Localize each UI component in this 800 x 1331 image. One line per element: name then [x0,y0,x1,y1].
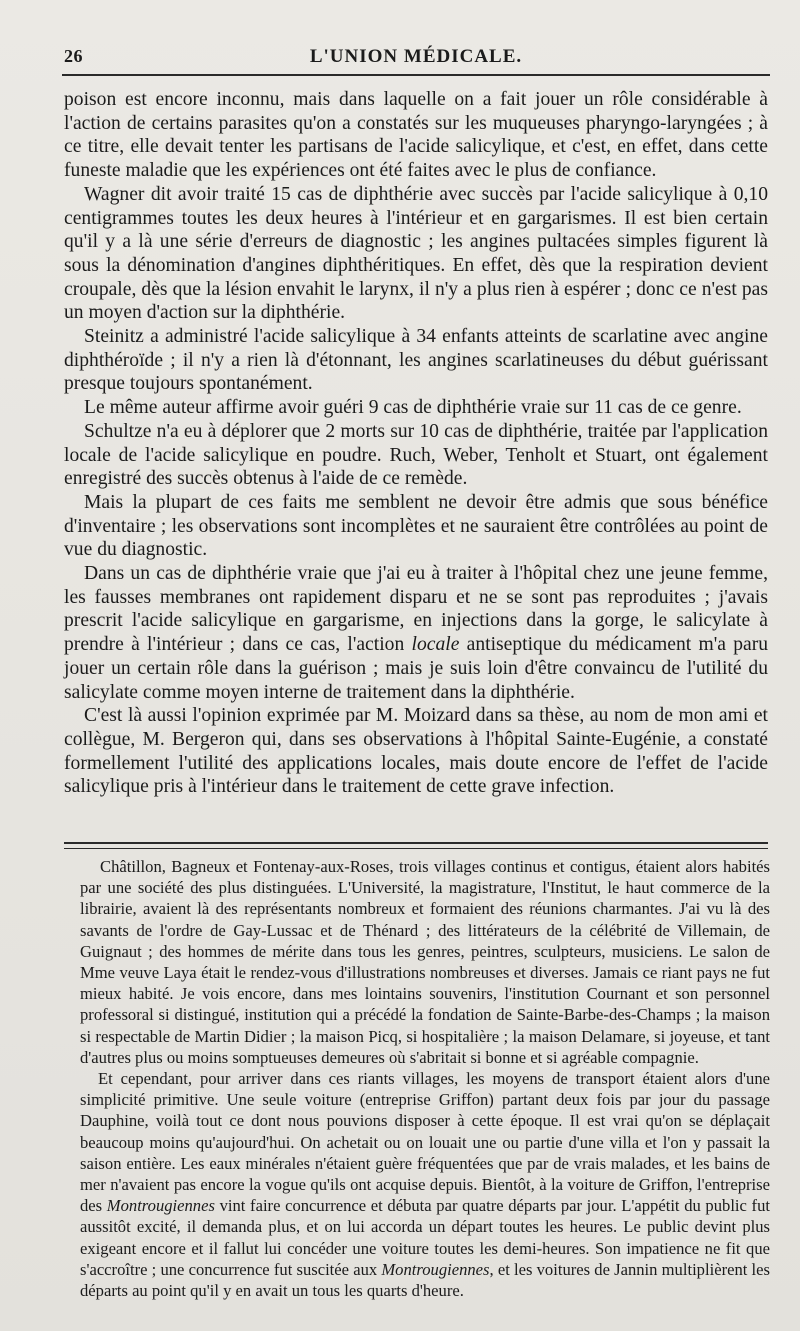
paragraph: Le même auteur affirme avoir guéri 9 cas de diphthérie vraie sur 11 cas de ce genre. [84,397,742,419]
feuilleton-paragraph: Châtillon, Bagneux et Fontenay-aux-Roses, trois villages continus et contigus, étaient alors habités par une société des plus distinguées. L'Université, la magistrature, l'Institut, le haut commerce de la librairie, avaient là des représentants nombreux et formaient des réunions charmantes. J'ai vu là des savants de l'ordre de Gay-Lussac et de Thénard ; des littérateurs de la célébrité de Villemain, de Guignaut ; des hommes de mérite dans tous les genres, peintres, sculpteurs, musiciens. Le salon de Mme veuve Laya était le rendez-vous d'illustrations nombreuses et diverses. Jamais ce riant pays ne fut mieux habité. Je vois encore, dans mes lointains souvenirs, l'institution Cournant et son personnel professoral si distingué, institution qui a précédé la fondation de Sainte-Barbe-des-Champs ; la maison si respectable de Martin Didier ; la maison Picq, si hospitalière ; la maison Delamare, si joyeuse, et tant d'autres plus ou moins somptueuses demeures où s'abritait si bonne et si agréable compagnie. [80,857,770,1067]
paragraph: Wagner dit avoir traité 15 cas de diphthérie avec succès par l'acide salicylique à 0,10 centigrammes toutes les deux heures à l'intérieur et en gargarismes. Il est bien certain qu'il y a là une série d'erreurs de diagnostic ; les angines pultacées simples figurent là sous la dénomination d'angines diphthéritiques. En effet, dès que la respiration devient croupale, dès que la lésion envahit le larynx, il n'y a plus rien à espérer ; donc ce n'est pas un moyen d'action sur la diphthérie. [64,183,768,324]
page-header [62,40,770,76]
paragraph: poison est encore inconnu, mais dans laquelle on a fait jouer un rôle considérable à l'action de certains parasites qu'on a constatés sur les muqueuses pharyngo-laryngées ; à ce titre, elle devait tenter les partisans de l'acide salicylique, et c'est, en effet, dans cette funeste maladie que les expériences ont été faites avec le plus de confiance. [64,89,768,182]
paragraph: Mais la plupart de ces faits me semblent ne devoir être admis que sous bénéfice d'inventaire ; les observations sont incomplètes et ne sauraient être contrôlées au point de vue du diagnostic. [64,491,768,561]
feuilleton-paragraph [80,1068,770,1301]
italic-term: Montrougiennes [381,1259,490,1279]
italic-term: locale [411,634,460,656]
text-run: antiseptique du médicament m'a paru jouer un certain rôle dans la guérison ; mais je suis loin d'être convaincu de l'utilité du salicylate comme moyen interne de traitement dans la diphthérie. [64,634,769,703]
section-divider [64,842,768,844]
text-run: Et cependant, pour arriver dans ces riants villages, les moyens de transport étaient alors d'une simplicité primitive. Une seule voiture (entreprise Griffon) partant deux fois par jour du passage Dauphine, voilà tout ce dont nous pouvions disposer à cette époque. Il est vrai qu'on se déplaçait beaucoup moins qu'aujourd'hui. On achetait ou on louait une ou partie d'une villa et l'on y passait la saison entière. Les eaux minérales n'étaient guère fréquentées que par de vrais malades, et les bains de mer n'avaient pas encore la vogue qu'ils ont acquise depuis. Bientôt, à la voiture de Griffon, l'entreprise des [80,1069,770,1216]
paragraph: Steinitz a administré l'acide salicylique à 34 enfants atteints de scarlatine avec angine diphthéroïde ; il n'y a rien là d'étonnant, les angines scarlatineuses du début guérissant presque toujours spontanément. [64,326,768,395]
italic-term: Montrougiennes [106,1196,215,1216]
text-run: Dans un cas de diphthérie vraie que j'ai eu à traiter à l'hôpital chez une jeune femme, les fausses membranes ont rapidement disparu et ne se sont pas reproduites ; j'avais prescrit l'acide salicylique en gargarisme, en injections dans la gorge, le salicylate à prendre à l'intérieur ; dans ce cas, l'action [64,563,768,656]
paragraph: C'est là aussi l'opinion exprimée par M. Moizard dans sa thèse, au nom de mon ami et collègue, M. Bergeron qui, dans ses observations à l'hôpital Sainte-Eugénie, a constaté formellement l'utilité des applications locales, mais doute encore de l'effet de l'acide salicylique pris à l'intérieur dans le traitement de cette grave infection. [64,705,768,798]
running-title: L'UNION MÉDICALE. [309,46,523,67]
paragraph [64,562,768,704]
feuilleton-section [80,856,770,1301]
article-body [64,88,768,799]
page-number: 26 [64,46,83,66]
paragraph: Schultze n'a eu à déplorer que 2 morts sur 10 cas de diphthérie, traitée par l'application locale de l'acide salicylique en poudre. Ruch, Weber, Tenholt et Stuart, ont également enregistré des succès obtenus à l'aide de ce remède. [64,420,768,490]
text-run: , et les voitures de Jannin multiplièrent les départs au point qu'il y en avait un tous les quarts d'heure. [80,1259,770,1301]
text-run: vint faire concurrence et débuta par quatre départs par jour. L'appétit du public fut aussitôt excité, il demanda plus, et on lui accorda un départ toutes les heures. Le public devint plus exigeant encore et il fallut lui concéder une voiture toutes les demi-heures. Son impatience ne fit que s'accroître ; une concurrence fut suscitée aux [80,1196,770,1279]
section-divider-thin [64,848,768,849]
